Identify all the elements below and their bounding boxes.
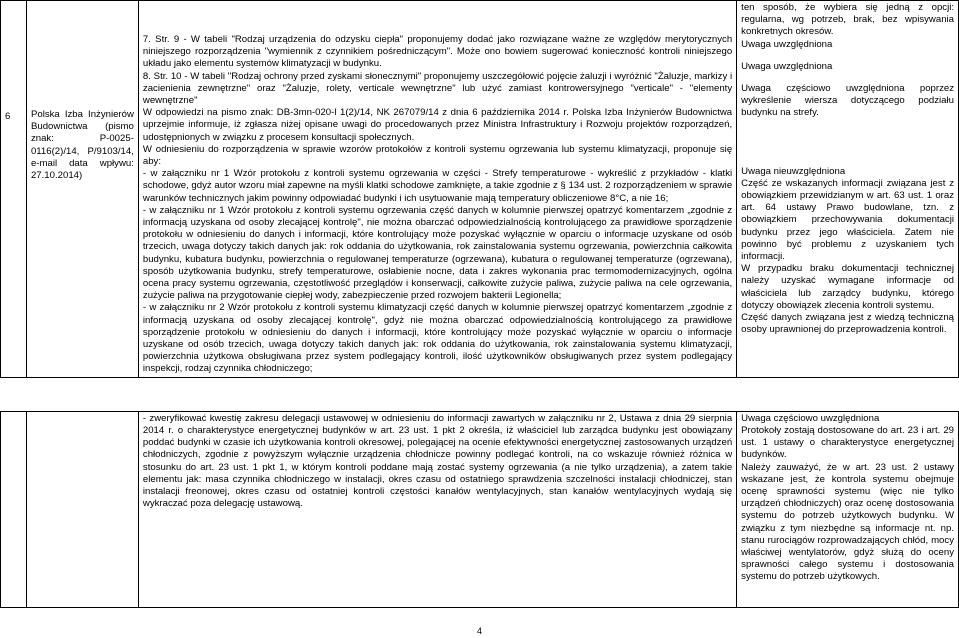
comment-paragraph: 7. Str. 9 - W tabeli "Rodzaj urządzenia do odzysku ciepła" proponujemy dodać jako rozwiązane ważne ze względów merytorycznych niniejszego rozporządzenia "wymiennik z czynnikiem pośredniczącym". Może ono bowiem sugerować konieczność kontroli niniejszego układu jako elementu systemów klimatyzacji w budynku. [142,34,733,70]
response-paragraph: Uwaga częściowo uwzględniona [741,412,880,424]
response-cell [737,411,959,607]
comment-paragraph: 8. Str. 10 - W tabeli "Rodzaj ochrony przed zyskami słonecznymi" proponujemy uszczegółowić pojęcie żaluzji i wyróżnić "Żaluzje, markizy i zacienienia zewnętrzne" oraz "Żaluzje, rolety, verticale wewnętrzne" lub użyć zamiast kontrowersyjnego "verticale" - "elementy wewnętrzne" [142,70,733,107]
page-number: 4 [477,626,483,636]
response-paragraph: Uwaga uwzględniona [741,38,833,50]
spacer-row [1,377,959,411]
response-paragraph: Uwaga częściowo uwzględniona poprzez wykreślenie wiersza dotyczącego podziału budynku na strefy. [741,83,954,119]
response-paragraph: W przypadku braku dokumentacji technicznej należy uzyskać wymagane informacje od właściciela lub zarządcy budynku, którego dotyczy obowiązek zlecenia kontroli systemu. [741,263,954,311]
response-cell [737,1,959,378]
comment-paragraph: - w załączniku nr 2 Wzór protokołu z kontroli systemu klimatyzacji część danych w kolumnie pierwszej opatrzyć komentarzem „zgodnie z informacją uzyskana od osoby zlecającej kontrolę", gdyż nie można obarczać odpowiedzialnością kontrolującego za prawidłowe sporządzenie protokołu w odniesieniu do danych i informacji, które kontrolujący może pozyskać wyłącznie w oparciu o informacje uzyskane od osób trzecich, uwaga dotyczy takich danych jak: rok oddania do użytkowania, rok zainstalowania systemu klimatyzacji, powierzchnia użytkowa obsługiwana przez system podlegający kontroli, ilość użytkowników obsługiwanych przez system podlegający inspekcji, rodzaj czynnika chłodniczego; [142,302,733,375]
response-paragraph: Uwaga nieuwzględniona [741,165,846,177]
table-row [1,1,959,378]
comment-paragraph: - w załączniku nr 1 Wzór protokołu z kontroli systemu ogrzewania część danych w kolumnie pierwszej opatrzyć komentarzem „zgodnie z informacją uzyskana od osoby zlecającej kontrolę", nie można obarczać odpowiedzialnością kontrolującego za prawidłowe sporządzenie protokołu w odniesieniu do danych i informacji, które kontrolujący może pozyskać wyłącznie w oparciu o informacje uzyskane od osób trzecich, uwaga dotyczy takich danych jak: rok oddania do użytkowania, rok zainstalowania systemu ogrzewania, powierzchnia całkowita budynku, kubatura budynku, powierzchnia o regulowanej temperaturze (ogrzewana), kubatura o regulowanej temperaturze (ogrzewana), sposób użytkowania budynku, strefy temperaturowe, osłabienie nocne, data i zakres wykonania prac termomodernizacyjnych, ogólna ocena pracy systemu ogrzewania, częstotliwość przeglądów i konserwacji, całkowite zużycie paliwa, zużycie paliwa na cele ogrzewania, zużycie paliwa na przygotowanie ciepłej wody, zabezpieczenie przed rozwojem bakterii Legionella; [142,204,733,302]
source-cell: Polska Izba Inżynierów Budownictwa (pismo znak: P-0025-0116(2)/14, P/9103/14, e-mail data wpływu: 27.10.2014) [26,1,138,378]
response-paragraph: Część danych związana jest z wiedzą techniczną osoby uprawnionej do przeprowadzenia kontroli. [741,312,954,336]
response-paragraph: Protokoły zostają dostosowane do art. 23 i art. 29 ust. 1 ustawy o charakterystyce energetycznej budynków. [741,424,954,461]
response-paragraph: ten sposób, że wybiera się jedną z opcji: regularna, wg potrzeb, brak, bez wpisywania konkretnych okresów. [741,2,954,38]
response-paragraph: Uwaga uwzględniona [741,60,833,72]
comment-paragraph: W odniesieniu do rozporządzenia w sprawie wzorów protokołów z kontroli systemu ogrzewania lub systemu klimatyzacji, proponuje się aby: [142,143,733,168]
response-paragraph: Należy zauważyć, że w art. 23 ust. 2 ustawy wskazane jest, że kontrola systemu obejmuje ocenę sprawności systemu (więc nie tylko urządzeń chłodniczych) oraz ocenę dostosowania systemu do potrzeb użytkowych budynku. W związku z tym niezbędne są informacje nt. np. stanu rurociągów rozprowadzających chłód, mocy właściwej wentylatorów, gdyż służą do oceny sprawności całego systemu i dostosowania systemu do potrzeb użytkowych. [741,461,954,583]
comment-paragraph: W odpowiedzi na pismo znak: DB-3mn-020-l 1(2)/14, NK 267079/14 z dnia 6 października 2014 r. Polska Izba Inżynierów Budownictwa uprzejmie informuje, iż zgłasza niżej opisane uwagi do procedowanych przez Ministra Infrastruktury i Rozwoju projektów rozporządzeń, udostępnionych w związku z procesem konsultacji społecznych. [142,107,733,143]
comment-paragraph: - w załączniku nr 1 Wzór protokołu z kontroli systemu ogrzewania w części - Strefy temperaturowe - wykreślić z przykładów - klatki schodowe, gdyż autor wzoru miał zapewne na myśli klatki schodowe zamknięte, a takie zgodnie z § 134 ust. 2 rozporządzeniem w sprawie warunków technicznych jakim powinny odpowiadać budynki i ich usytuowanie mają temperatury obliczeniowe 8°C, a nie 16; [142,168,733,204]
response-paragraph: Część ze wskazanych informacji związana jest z obowiązkiem przewidzianym w art. 63 ust. 1 oraz art. 64 ustawy Prawo budowlane, tzn. z obowiązkiem przechowywania dokumentacji budynku przez jego właściciela. Zatem nie powinno być problemu z uzyskaniem tych informacji. [741,177,954,263]
comment-cell [138,1,736,378]
comment-cell: - zweryfikować kwestię zakresu delegacji ustawowej w odniesieniu do informacji zawartych w załączniku nr 2, Ustawa z dnia 29 sierpnia 2014 r. o charakterystyce energetycznej budynków w art. 23 ust. 1 pkt 2 określa, iż właściciel lub zarządca budynku jest obowiązany poddać budynki w czasie ich użytkowania kontroli okresowej, polegającej na ocenie efektywności energetycznej zastosowanych urządzeń chłodniczych, zgodnie z powyższym wyłącznie urządzenia chłodnicze powinny podlegać kontroli, na co wskazuje również różnica w stosunku do art. 23 ust. 1 pkt 1, w którym kontroli poddane mają zostać systemy ogrzewania (a nie tylko urządzenia), a zatem takie elementu jak: masa czynnika chłodniczego w instalacji, okres czasu od ostatniego sprawdzenia szczelności instalacji chłodniczej, stan instalacji freonowej, okres czasu od ostatniej kontroli częstości kanałów wentylacyjnych, stan kanałów wentylacyjnych wydają się wykraczać poza delegację ustawową. [138,411,736,607]
table-row [1,411,959,607]
row-number: 6 [1,1,27,378]
